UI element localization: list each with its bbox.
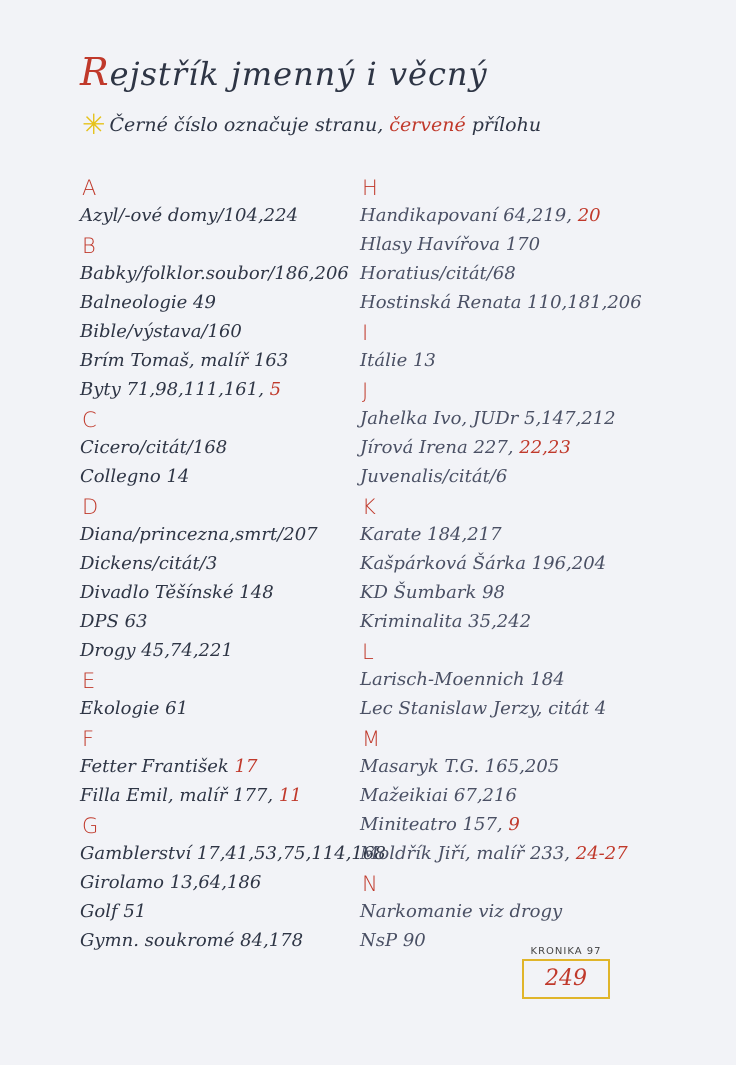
entry-text: NsP 90 bbox=[360, 930, 426, 951]
appendix-number: 24-27 bbox=[575, 843, 628, 864]
entry-text: Fetter František bbox=[80, 756, 235, 777]
entry-text: Collegno 14 bbox=[80, 466, 190, 487]
section-letter: N bbox=[362, 872, 378, 896]
entry-text: Brím Tomaš, malíř 163 bbox=[80, 350, 289, 371]
section-letter: D bbox=[82, 495, 99, 519]
entry-text: Handikapovaní 64,219, bbox=[360, 205, 578, 226]
index-entry bbox=[80, 375, 370, 404]
index-entry bbox=[360, 810, 730, 839]
index-entry bbox=[80, 752, 370, 781]
entry-text: Lec Stanislaw Jerzy, citát 4 bbox=[360, 698, 607, 719]
entry-text: Balneologie 49 bbox=[80, 292, 216, 313]
section-letter: H bbox=[362, 176, 378, 200]
entry-text: Bible/výstava/160 bbox=[80, 321, 242, 342]
index-entry bbox=[80, 897, 370, 926]
page-stamp bbox=[522, 946, 610, 999]
appendix-number: 11 bbox=[278, 785, 302, 806]
appendix-number: 20 bbox=[577, 205, 601, 226]
index-column-left bbox=[80, 172, 386, 955]
index-entry bbox=[80, 607, 370, 636]
index-entry bbox=[80, 926, 370, 955]
index-entry bbox=[80, 201, 370, 230]
section-letter: B bbox=[82, 234, 96, 258]
entry-text: KD Šumbark 98 bbox=[360, 582, 505, 603]
section-letter: E bbox=[82, 669, 96, 693]
index-entry bbox=[360, 462, 730, 491]
index-entry bbox=[80, 839, 386, 868]
index-entry bbox=[360, 578, 730, 607]
appendix-number: 22,23 bbox=[519, 437, 571, 458]
entry-text: Narkomanie viz drogy bbox=[360, 901, 563, 922]
appendix-number: 5 bbox=[269, 379, 282, 400]
index-entry bbox=[360, 897, 730, 926]
index-entry bbox=[360, 781, 730, 810]
entry-text: Babky/folklor.soubor/186,206 bbox=[80, 263, 349, 284]
entry-text: Filla Emil, malíř 177, bbox=[80, 785, 279, 806]
entry-text: Mažeikiai 67,216 bbox=[360, 785, 517, 806]
index-entry bbox=[80, 636, 370, 665]
index-entry bbox=[360, 288, 730, 317]
entry-text: Karate 184,217 bbox=[360, 524, 502, 545]
title-initial: R bbox=[80, 50, 110, 94]
index-entry bbox=[360, 839, 730, 868]
entry-text: Dickens/citát/3 bbox=[80, 553, 218, 574]
index-entry bbox=[80, 259, 370, 288]
appendix-number: 9 bbox=[508, 814, 520, 835]
entry-text: Diana/princezna,smrt/207 bbox=[80, 524, 318, 545]
entry-text: Miniteatro 157, bbox=[360, 814, 509, 835]
entry-text: Golf 51 bbox=[80, 901, 147, 922]
entry-text: Girolamo 13,64,186 bbox=[80, 872, 262, 893]
entry-text: Hostinská Renata 110,181,206 bbox=[360, 292, 642, 313]
index-entry bbox=[80, 694, 370, 723]
section-letter: I bbox=[362, 321, 369, 345]
page-title bbox=[80, 50, 488, 94]
star-icon: ✳ bbox=[82, 108, 106, 141]
index-entry bbox=[80, 433, 370, 462]
index-column-right bbox=[360, 172, 730, 955]
index-entry bbox=[360, 346, 730, 375]
subtitle-part2: přílohu bbox=[465, 114, 542, 136]
section-letter: L bbox=[362, 640, 374, 664]
index-entry bbox=[80, 868, 370, 897]
subtitle-part1: Černé číslo označuje stranu, bbox=[109, 114, 390, 136]
entry-text: Gamblerství 17,41,53,75,114,168 bbox=[80, 843, 386, 864]
entry-text: Drogy 45,74,221 bbox=[80, 640, 233, 661]
entry-text: Horatius/citát/68 bbox=[360, 263, 516, 284]
index-entry bbox=[360, 607, 730, 636]
index-entry bbox=[360, 433, 730, 462]
entry-text: Divadlo Těšínské 148 bbox=[80, 582, 274, 603]
appendix-number: 17 bbox=[234, 756, 258, 777]
page-number: 249 bbox=[522, 959, 610, 999]
index-entry bbox=[360, 665, 730, 694]
index-entry bbox=[80, 346, 370, 375]
index-entry bbox=[360, 201, 730, 230]
chronicle-label: KRONIKA 97 bbox=[530, 946, 602, 957]
entry-text: Juvenalis/citát/6 bbox=[360, 466, 508, 487]
index-entry bbox=[360, 259, 730, 288]
index-entry bbox=[80, 781, 370, 810]
entry-text: Hlasy Havířova 170 bbox=[360, 234, 541, 255]
entry-text: Itálie 13 bbox=[360, 350, 436, 371]
index-entry bbox=[360, 404, 730, 433]
entry-text: DPS 63 bbox=[80, 611, 148, 632]
subtitle-red-word: červené bbox=[389, 114, 466, 136]
entry-text: Jahelka Ivo, JUDr 5,147,212 bbox=[360, 408, 616, 429]
section-letter: G bbox=[82, 814, 99, 838]
section-letter: J bbox=[362, 379, 369, 403]
index-entry bbox=[360, 520, 730, 549]
entry-text: Masaryk T.G. 165,205 bbox=[360, 756, 560, 777]
entry-text: Byty 71,98,111,161, bbox=[80, 379, 270, 400]
section-letter: M bbox=[362, 727, 381, 751]
index-entry bbox=[80, 462, 370, 491]
index-entry bbox=[360, 549, 730, 578]
index-entry bbox=[80, 520, 370, 549]
index-entry bbox=[80, 578, 370, 607]
index-entry bbox=[360, 230, 730, 259]
index-entry bbox=[80, 317, 370, 346]
index-entry bbox=[360, 752, 730, 781]
entry-text: Kriminalita 35,242 bbox=[360, 611, 532, 632]
entry-text: Cicero/citát/168 bbox=[80, 437, 228, 458]
index-entry bbox=[80, 288, 370, 317]
section-letter: C bbox=[82, 408, 97, 432]
section-letter: K bbox=[362, 495, 376, 519]
entry-text: Jírová Irena 227, bbox=[360, 437, 520, 458]
entry-text: Kašpárková Šárka 196,204 bbox=[360, 553, 607, 574]
entry-text: Larisch-Moennich 184 bbox=[360, 669, 565, 690]
entry-text: Azyl/-ové domy/104,224 bbox=[80, 205, 299, 226]
title-text: ejstřík jmenný i věcný bbox=[109, 55, 488, 93]
entry-text: Gymn. soukromé 84,178 bbox=[80, 930, 304, 951]
entry-text: Moldřík Jiří, malíř 233, bbox=[360, 843, 576, 864]
section-letter: A bbox=[82, 176, 97, 200]
index-entry bbox=[360, 694, 730, 723]
section-letter: F bbox=[82, 727, 95, 751]
index-entry bbox=[80, 549, 370, 578]
subtitle bbox=[82, 108, 541, 141]
entry-text: Ekologie 61 bbox=[80, 698, 189, 719]
